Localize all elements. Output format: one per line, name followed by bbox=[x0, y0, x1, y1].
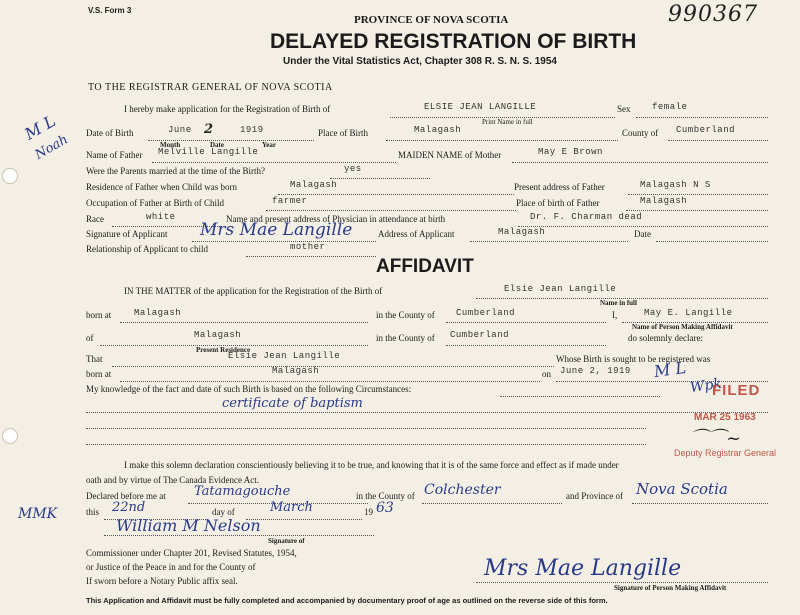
dob-label: Date of Birth bbox=[86, 128, 134, 138]
notary-line: If sworn before a Notary Public affix seal. bbox=[86, 576, 238, 586]
registrar-role: Deputy Registrar General bbox=[674, 448, 777, 458]
place-value: Malagash bbox=[414, 125, 462, 135]
form-id: V.S. Form 3 bbox=[88, 6, 132, 15]
day-caption: Date bbox=[210, 141, 224, 149]
county-value: Cumberland bbox=[676, 125, 736, 135]
intro-text: I hereby make application for the Registration of Birth of bbox=[124, 104, 331, 114]
knowledge-text: My knowledge of the fact and date of such Birth is based on the following Circumstances: bbox=[86, 384, 412, 394]
father-label: Name of Father bbox=[86, 150, 143, 160]
date-label: Date bbox=[634, 229, 651, 239]
affiant-caption: Name of Person Making Affidavit bbox=[632, 323, 733, 331]
form-title: DELAYED REGISTRATION OF BIRTH bbox=[270, 30, 637, 53]
matter-text: IN THE MATTER of the application for the Registration of the Birth of bbox=[124, 286, 383, 296]
county-label: County of bbox=[622, 128, 659, 138]
of-label: of bbox=[86, 333, 94, 343]
race-value: white bbox=[146, 212, 176, 222]
commissioner-line: Commissioner under Chapter 201, Revised Statutes, 1954, bbox=[86, 548, 297, 558]
born-at-label: born at bbox=[86, 310, 112, 320]
applicant-signature: Mrs Mae Langille bbox=[200, 220, 353, 240]
place-label: Place of Birth bbox=[318, 128, 368, 138]
province-heading: PROVINCE OF NOVA SCOTIA bbox=[354, 14, 509, 26]
signature-label: Signature of Applicant bbox=[86, 229, 168, 239]
present-residence-caption: Present Residence bbox=[196, 346, 251, 354]
present-address-label: Present address of Father bbox=[514, 182, 605, 192]
that-value: Elsie Jean Langille bbox=[228, 351, 341, 361]
child-name-value: ELSIE JEAN LANGILLE bbox=[424, 102, 537, 112]
affiant-value: May E. Langille bbox=[644, 308, 733, 318]
affiant-signature-caption: Signature of Person Making Affidavit bbox=[614, 584, 727, 592]
margin-note: Noah bbox=[32, 132, 71, 163]
born-at-value: Malagash bbox=[134, 308, 182, 318]
married-value: yes bbox=[344, 164, 362, 174]
margin-note: M L bbox=[21, 111, 59, 144]
county-value-affidavit: Cumberland bbox=[456, 308, 516, 318]
race-label: Race bbox=[86, 214, 104, 224]
affidavit-heading: AFFIDAVIT bbox=[376, 256, 474, 277]
relationship-label: Relationship of Applicant to child bbox=[86, 244, 208, 254]
day-of-label: day of bbox=[212, 507, 235, 517]
declared-place-value: Tatamagouche bbox=[194, 484, 291, 499]
declare-text: do solemnly declare: bbox=[628, 333, 703, 343]
name-full-caption: Name in full bbox=[600, 299, 637, 307]
maiden-label: MAIDEN NAME of Mother bbox=[398, 150, 502, 160]
day-number: 22nd bbox=[112, 500, 146, 515]
i-label: I, bbox=[612, 310, 618, 320]
justice-line: or Justice of the Peace in and for the County of bbox=[86, 562, 256, 572]
maiden-value: May E Brown bbox=[538, 147, 603, 157]
month-caption: Month bbox=[160, 141, 181, 149]
affiant-signature: Mrs Mae Langille bbox=[484, 556, 682, 581]
whose-birth-text: Whose Birth is sought to be registered was bbox=[556, 354, 711, 364]
dob-month-value: June bbox=[168, 125, 192, 135]
born-at-value-2: Malagash bbox=[272, 366, 320, 376]
circumstances-value: certificate of baptism bbox=[222, 396, 363, 411]
serial-number: 990367 bbox=[668, 2, 758, 27]
on-label: on bbox=[542, 369, 551, 379]
print-name-caption: Print Name in full bbox=[482, 118, 533, 126]
footer-note: This Application and Affidavit must be fully completed and accompanied by documentary proof of age as outlined on the reverse side of this form. bbox=[86, 596, 608, 605]
dob-day-value: 2 bbox=[204, 122, 214, 137]
declared-county-label: in the County of bbox=[356, 491, 415, 501]
affidavit-child-name: Elsie Jean Langille bbox=[504, 284, 617, 294]
occupation-value: farmer bbox=[272, 196, 308, 206]
declared-county-value: Colchester bbox=[424, 482, 501, 498]
year-suffix: 63 bbox=[376, 500, 394, 516]
father-birthplace-value: Malagash bbox=[640, 196, 688, 206]
present-address-value: Malagash N S bbox=[640, 180, 711, 190]
that-label: That bbox=[86, 354, 103, 364]
physician-value: Dr. F. Charman dead bbox=[530, 212, 643, 222]
residence-label: Residence of Father when Child was born bbox=[86, 182, 237, 192]
initials-note-2: Wpk bbox=[689, 375, 723, 397]
residence-value: Malagash bbox=[290, 180, 338, 190]
province-label: and Province of bbox=[566, 491, 623, 501]
month-value: March bbox=[270, 500, 313, 515]
applicant-address-label: Address of Applicant bbox=[378, 229, 455, 239]
relationship-value: mother bbox=[290, 242, 326, 252]
physician-label: Name and present address of Physician in attendance at birth bbox=[226, 214, 446, 224]
initials-note: M L bbox=[652, 357, 688, 382]
filed-stamp: FILED bbox=[712, 382, 761, 399]
form-subtitle: Under the Vital Statistics Act, Chapter 308 R. S. N. S. 1954 bbox=[283, 56, 557, 67]
margin-note: MMK bbox=[18, 506, 58, 522]
in-county-label-2: in the County of bbox=[376, 333, 435, 343]
addressee: TO THE REGISTRAR GENERAL OF NOVA SCOTIA bbox=[88, 82, 333, 93]
sex-value: female bbox=[652, 102, 688, 112]
registrar-signature: ⌒⌒~ bbox=[690, 428, 742, 449]
this-label: this bbox=[86, 507, 100, 517]
occupation-label: Occupation of Father at Birth of Child bbox=[86, 198, 224, 208]
father-birthplace-label: Place of birth of Father bbox=[516, 198, 600, 208]
in-county-label: in the County of bbox=[376, 310, 435, 320]
married-label: Were the Parents married at the time of the Birth? bbox=[86, 166, 265, 176]
punch-hole-bottom bbox=[2, 428, 18, 444]
applicant-address-value: Malagash bbox=[498, 227, 546, 237]
declared-before-label: Declared before me at bbox=[86, 491, 166, 501]
born-at-label-2: born at bbox=[86, 369, 112, 379]
year-caption: Year bbox=[262, 141, 276, 149]
year-prefix: 19 bbox=[364, 507, 373, 517]
filed-date: MAR 25 1963 bbox=[694, 412, 756, 423]
declaration-line-1: I make this solemn declaration conscientiously believing it to be true, and knowing that it is of the same force and effect as if made under bbox=[124, 460, 619, 470]
county-value-2: Cumberland bbox=[450, 330, 510, 340]
signature-of-caption: Signature of bbox=[268, 537, 305, 545]
dob-year-value: 1919 bbox=[240, 125, 264, 135]
commissioner-signature: William M Nelson bbox=[116, 516, 261, 535]
on-date-value: June 2, 1919 bbox=[560, 366, 631, 376]
father-value: Melville Langille bbox=[158, 147, 259, 157]
of-value: Malagash bbox=[194, 330, 242, 340]
punch-hole-top bbox=[2, 168, 18, 184]
sex-label: Sex bbox=[617, 104, 631, 114]
declaration-line-2: oath and by virtue of The Canada Evidence Act. bbox=[86, 475, 260, 485]
declared-province-value: Nova Scotia bbox=[636, 480, 728, 498]
